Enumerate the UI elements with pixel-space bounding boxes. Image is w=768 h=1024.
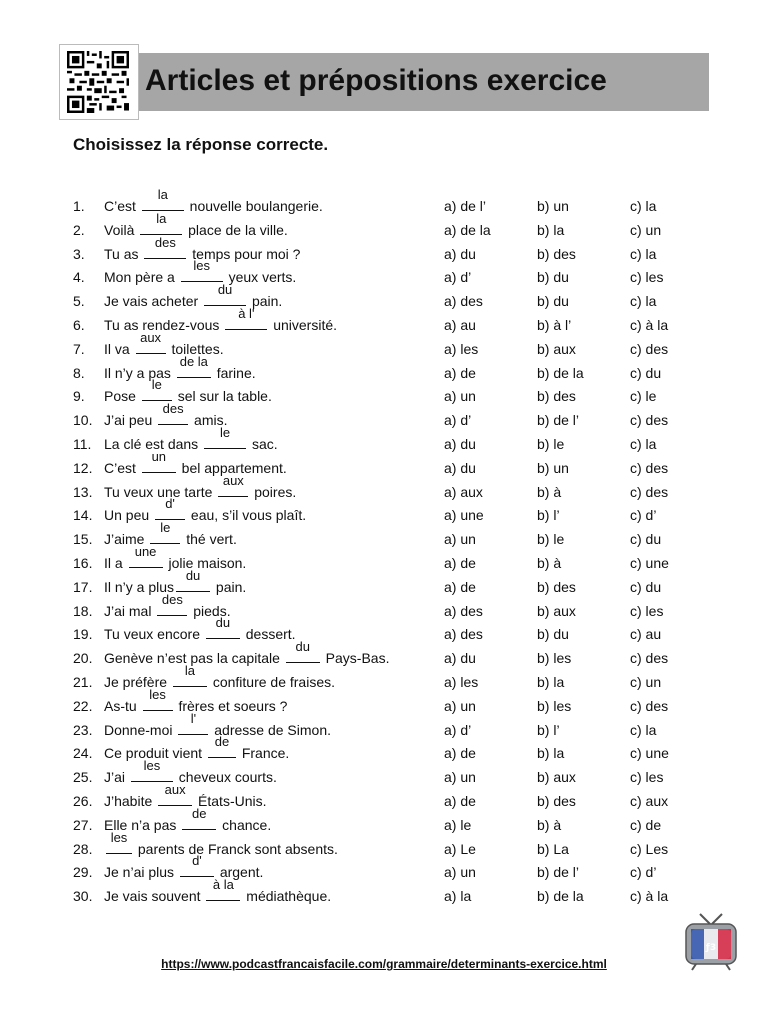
page-title: Articles et prépositions exercice [145,64,607,97]
option-c[interactable]: c) des [630,483,669,500]
item-number: 6. [73,317,85,333]
option-c[interactable]: c) la [630,293,657,310]
sentence-before: As-tu [104,697,141,714]
option-a[interactable]: a) au [444,317,476,333]
sentence-after: bel appartement. [177,459,287,476]
exercise-row [0,758,768,788]
option-c[interactable]: c) une [630,555,669,571]
sentence-before: Ce produit vient [104,745,206,762]
handwritten-answer: de [214,734,230,750]
option-a[interactable]: a) les [444,674,479,690]
sentence-before: Voilà [104,221,139,238]
option-a[interactable]: a) des [444,626,483,643]
handwritten-answer: du [185,567,201,583]
sentence-before: J’ai [104,769,129,786]
sentence-after: poires. [250,483,297,500]
sentence-before: Tu as [104,245,143,262]
sentence-before: J’aime [104,531,149,548]
sentence [104,187,323,217]
answer-blank[interactable] [129,544,163,568]
sentence-after: place de la ville. [184,221,288,238]
option-b[interactable]: b) à [537,483,562,500]
answer-blank[interactable] [136,329,166,354]
option-b[interactable]: b) la [537,745,565,762]
option-a[interactable]: a) des [444,293,483,310]
item-number: 18. [73,602,93,619]
sentence [104,520,237,550]
option-c[interactable]: c) d’ [630,507,657,524]
sentence-after: jolie maison. [164,555,247,571]
sentence-before: Pose [104,388,140,405]
option-b[interactable]: b) de l’ [537,864,580,881]
item-number: 17. [73,578,93,595]
exercise-row [0,639,768,669]
sentence-before: La clé est dans [104,436,203,452]
handwritten-answer: aux [164,782,186,797]
sentence-before: Je vais acheter [104,293,203,310]
sentence-after: argent. [215,864,264,881]
item-number: 2. [73,221,85,238]
option-c[interactable]: c) des [630,650,669,667]
tv-logo-icon [680,910,742,972]
exercise-row [0,353,768,384]
sentence-after: sel sur la table. [173,388,272,405]
option-b[interactable]: b) du [537,293,569,310]
item-number: 12. [73,459,93,476]
option-b[interactable]: b) du [537,269,569,286]
option-b[interactable]: b) du [537,626,569,643]
answer-blank[interactable] [180,853,214,877]
option-c[interactable]: c) aux [630,793,669,809]
option-a[interactable]: a) de la [444,221,491,238]
option-a[interactable]: a) d’ [444,412,472,429]
sentence [104,615,296,645]
sentence [104,496,307,526]
handwritten-answer: le [220,425,231,440]
handwritten-answer: les [193,258,211,274]
item-number: 14. [73,507,93,524]
answer-blank[interactable] [286,639,320,663]
handwritten-answer: l' [190,710,197,726]
qr-code-icon [67,51,129,113]
option-a[interactable]: a) d’ [444,269,472,286]
sentence-after: confiture de fraises. [208,674,335,690]
handwritten-answer: la [157,187,168,202]
sentence-before: Il va [104,340,134,357]
exercise-row [0,520,768,550]
sentence [104,472,297,503]
sentence-before: J’habite [104,793,157,809]
answer-blank[interactable] [150,520,180,544]
handwritten-answer: un [151,448,167,464]
item-number: 9. [73,388,85,405]
sentence-before: Tu as rendez-vous [104,317,224,333]
sentence-after: Pays-Bas. [321,650,390,667]
option-c[interactable]: c) à la [630,888,669,905]
option-b[interactable]: b) l’ [537,721,560,738]
item-number: 24. [73,745,93,762]
option-b[interactable]: b) un [537,198,569,214]
handwritten-answer: des [162,401,184,417]
option-c[interactable]: c) du [630,531,662,548]
handwritten-answer: des [161,591,183,607]
item-number: 23. [73,721,93,738]
item-number: 27. [73,816,93,833]
answer-blank[interactable] [142,187,184,211]
exercise-row [0,663,768,693]
exercise-row [0,282,768,312]
option-b[interactable]: b) à l’ [537,317,572,333]
handwritten-answer: d' [192,853,202,869]
handwritten-answer: de la [179,353,208,369]
handwritten-answer: les [143,758,161,774]
sentence-after: pain. [212,578,247,595]
sentence-after: temps pour moi ? [188,245,301,262]
sentence-after: sac. [248,436,278,452]
sentence-after: médiathèque. [242,888,332,905]
option-c[interactable]: c) du [630,578,662,595]
exercise-row [0,448,768,479]
item-number: 15. [73,531,93,548]
answer-blank[interactable] [158,401,188,425]
sentence [104,353,256,384]
item-number: 4. [73,269,85,286]
handwritten-answer: la [156,210,167,226]
option-c[interactable]: c) les [630,769,664,786]
option-b[interactable]: b) de la [537,364,584,381]
option-b[interactable]: b) à [537,816,562,833]
sentence [104,258,297,288]
qr-code[interactable] [59,44,139,120]
handwritten-answer: des [154,234,176,250]
sentence-before: Elle n’a pas [104,816,181,833]
option-c[interactable]: c) les [630,269,664,286]
sentence-after: eau, s’il vous plaît. [187,507,307,524]
option-a[interactable]: a) aux [444,483,483,500]
exercise-row [0,425,768,455]
sentence [104,663,335,693]
exercise-row [0,853,768,883]
answer-blank[interactable] [178,710,208,735]
option-b[interactable]: b) la [537,221,565,238]
item-number: 28. [73,840,93,857]
handwritten-answer: le [160,520,171,536]
option-b[interactable]: b) des [537,793,576,809]
option-c[interactable]: c) des [630,412,669,429]
answer-blank[interactable] [157,591,187,616]
handwritten-answer: d' [165,496,175,512]
sentence-before: Je vais souvent [104,888,205,905]
exercise-row [0,544,768,574]
option-b[interactable]: b) à [537,555,562,571]
exercise-row [0,567,768,598]
sentence-after: chance. [218,816,272,833]
sentence-before: Tu veux encore [104,626,204,643]
sentence-before: Genève n’est pas la capitale [104,650,284,667]
item-number: 10. [73,412,93,429]
exercise-row [0,710,768,741]
handwritten-answer: une [134,544,157,559]
option-a[interactable]: a) de [444,555,476,571]
option-a[interactable]: a) un [444,769,476,786]
exercise-row [0,829,768,860]
item-number: 19. [73,626,93,643]
option-b[interactable]: b) aux [537,602,576,619]
item-number: 13. [73,483,93,500]
option-a[interactable]: a) des [444,602,483,619]
exercise-row [0,591,768,622]
option-b[interactable]: b) aux [537,340,576,357]
sentence-after: pain. [248,293,283,310]
exercise-row [0,496,768,526]
option-c[interactable]: c) à la [630,317,669,333]
item-number: 25. [73,769,93,786]
option-a[interactable]: a) la [444,888,472,905]
sentence-before: Tu veux une tarte [104,483,217,500]
sentence-after: thé vert. [182,531,237,548]
option-a[interactable]: a) du [444,459,476,476]
answer-blank[interactable] [208,734,236,758]
option-c[interactable]: c) une [630,745,669,762]
answer-blank[interactable] [142,448,176,473]
answer-blank[interactable] [218,472,248,497]
sentence-before: Donne-moi [104,721,177,738]
option-a[interactable]: a) du [444,650,476,667]
answer-blank[interactable] [131,758,173,782]
answer-blank[interactable] [158,782,192,806]
option-b[interactable]: b) la [537,674,565,690]
option-a[interactable]: a) du [444,436,476,452]
sentence-after: yeux verts. [224,269,297,286]
option-a[interactable]: a) du [444,245,476,262]
option-a[interactable]: a) le [444,816,472,833]
answer-blank[interactable] [181,258,223,282]
exercise-row [0,258,768,288]
sentence-after: adresse de Simon. [210,721,331,738]
item-number: 26. [73,793,93,809]
sentence-after: toilettes. [167,340,224,357]
option-a[interactable]: a) de l’ [444,198,487,214]
exercise-row [0,686,768,717]
option-b[interactable]: b) les [537,650,572,667]
sentence-after: dessert. [241,626,296,643]
exercise-row [0,782,768,812]
exercise-row [0,472,768,503]
sentence [104,210,288,241]
sentence [104,639,390,669]
option-c[interactable]: c) au [630,626,662,643]
sentence-before: Un peu [104,507,154,524]
option-c[interactable]: c) la [630,436,657,452]
option-c[interactable]: c) un [630,674,662,690]
item-number: 22. [73,697,93,714]
option-a[interactable]: a) une [444,507,484,524]
answer-blank[interactable] [204,425,246,449]
option-c[interactable]: c) la [630,721,657,738]
option-b[interactable]: b) le [537,531,565,548]
instructions: Choisissez la réponse correcte. [73,135,329,154]
answer-blank[interactable] [176,567,210,592]
option-b[interactable]: b) de la [537,888,584,905]
option-b[interactable]: b) de l’ [537,412,580,429]
option-b[interactable]: b) un [537,459,569,476]
svg-text:ƒ3: ƒ3 [705,943,717,953]
sentence-before: Je n’ai plus [104,864,178,881]
handwritten-answer: la [184,663,195,678]
item-number: 1. [73,198,85,214]
answer-blank[interactable] [182,805,216,830]
podcast-logo[interactable] [680,910,742,972]
handwritten-answer: les [149,686,166,702]
option-c[interactable]: c) les [630,602,664,619]
item-number: 3. [73,245,85,262]
option-c[interactable]: c) la [630,245,657,262]
option-a[interactable]: a) de [444,745,476,762]
option-c[interactable]: c) la [630,198,657,214]
option-a[interactable]: a) de [444,793,476,809]
answer-blank[interactable] [173,663,207,687]
exercise-row [0,377,768,407]
exercise-row [0,615,768,645]
option-a[interactable]: a) un [444,388,476,405]
handwritten-answer: aux [222,472,244,488]
handwritten-answer: du [217,282,233,298]
option-b[interactable]: b) des [537,388,576,405]
sentence-after: amis. [190,412,228,429]
option-b[interactable]: b) aux [537,769,576,786]
exercise-row [0,234,768,265]
answer-blank[interactable] [106,829,132,854]
exercise-row [0,306,768,336]
option-c[interactable]: c) des [630,697,669,714]
sentence-after: États-Unis. [194,793,267,809]
handwritten-answer: de [192,805,207,821]
handwritten-answer: les [110,829,128,845]
answer-blank[interactable] [225,306,267,330]
handwritten-answer: à l' [238,306,255,321]
item-number: 5. [73,293,85,310]
sentence-before: Il n’y a pas [104,364,175,381]
option-c[interactable]: c) des [630,340,669,357]
sentence-after: cheveux courts. [174,769,277,786]
option-c[interactable]: c) des [630,459,669,476]
option-b[interactable]: b) La [537,840,569,857]
handwritten-answer: aux [140,329,162,345]
handwritten-answer: du [295,639,311,655]
option-b[interactable]: b) des [537,578,576,595]
handwritten-answer: du [215,615,231,631]
exercise-row [0,401,768,431]
item-number: 8. [73,364,85,381]
answer-blank[interactable] [204,282,246,306]
option-a[interactable]: a) Le [444,840,476,857]
sentence-before: C’est [104,198,140,214]
sentence [104,425,278,455]
sentence-before: Il a [104,555,127,571]
sentence-after: parents de Franck sont absents. [134,840,338,857]
option-a[interactable]: a) un [444,531,476,548]
sentence-before: Je préfère [104,674,171,690]
sentence-after: frères et soeurs ? [174,697,288,714]
answer-blank[interactable] [206,877,240,901]
sentence-after: pieds. [189,602,231,619]
option-b[interactable]: b) des [537,245,576,262]
answer-blank[interactable] [142,377,172,401]
sentence-before: C’est [104,459,140,476]
sentence-after: France. [237,745,290,762]
answer-blank[interactable] [144,234,186,259]
exercise-row [0,734,768,764]
option-c[interactable]: c) Les [630,840,669,857]
sentence-before: Mon père a [104,269,179,286]
exercise-row [0,210,768,241]
item-number: 7. [73,340,85,357]
sentence-after: farine. [212,364,256,381]
sentence [104,877,332,907]
option-a[interactable]: a) d’ [444,721,472,738]
option-a[interactable]: a) un [444,864,476,881]
exercise-row [0,329,768,360]
exercise-row [0,187,768,217]
handwritten-answer: le [151,377,162,393]
option-c[interactable]: c) d’ [630,864,657,881]
option-a[interactable]: a) de [444,364,476,381]
item-number: 30. [73,888,93,905]
answer-blank[interactable] [177,353,211,378]
option-b[interactable]: b) le [537,436,565,452]
option-a[interactable]: a) de [444,578,476,595]
sentence-before: J’ai mal [104,602,156,619]
answer-blank[interactable] [143,686,173,711]
sentence-before: Il n’y a plus [104,578,175,595]
sentence-after: université. [269,317,338,333]
option-c[interactable]: c) un [630,221,662,238]
option-c[interactable]: c) du [630,364,662,381]
item-number: 16. [73,555,93,571]
exercise-row [0,877,768,907]
option-a[interactable]: a) un [444,697,476,714]
item-number: 11. [73,436,92,452]
item-number: 21. [73,674,93,690]
handwritten-answer: à la [212,877,234,893]
sentence-before: J’ai peu [104,412,157,429]
answer-blank[interactable] [155,496,185,520]
option-b[interactable]: b) l’ [537,507,560,524]
source-link[interactable]: https://www.podcastfrancaisfacile.com/grammaire/determinants-exercice.html [161,957,607,971]
option-c[interactable]: c) le [630,388,657,405]
item-number: 20. [73,650,93,667]
item-number: 29. [73,864,93,881]
option-a[interactable]: a) les [444,340,479,357]
sentence [104,829,338,860]
option-c[interactable]: c) de [630,816,662,833]
option-b[interactable]: b) les [537,697,572,714]
sentence-after: nouvelle boulangerie. [185,198,323,214]
sentence [104,448,287,479]
answer-blank[interactable] [140,210,182,235]
answer-blank[interactable] [206,615,240,639]
